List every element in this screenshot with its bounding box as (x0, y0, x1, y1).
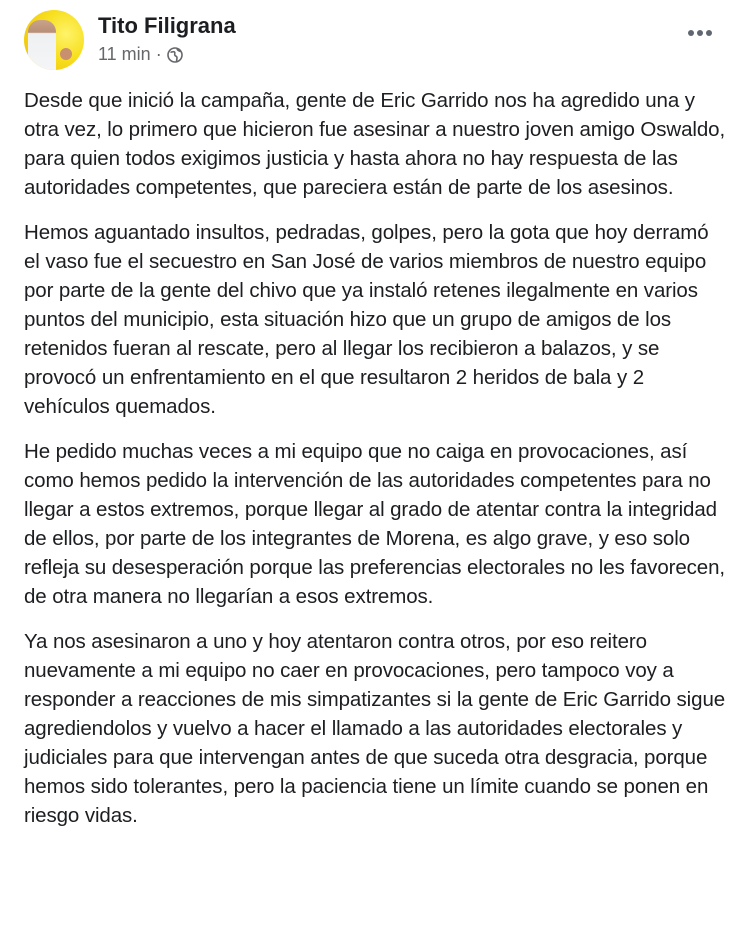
post-paragraph: Desde que inició la campaña, gente de Eric Garrido nos ha agredido una y otra vez, lo primero que hicieron fue asesinar a nuestro joven amigo Oswaldo, para quien todos exigimos justicia y hasta ahora no hay respuesta de las autoridades competentes, que pareciera están de parte de los asesinos. (24, 89, 726, 199)
post-header (24, 10, 236, 70)
globe-icon[interactable] (167, 46, 183, 62)
post-paragraph: He pedido muchas veces a mi equipo que no caiga en provocaciones, así como hemos pedido la intervención de las autoridades competentes para no llegar a estos extremos, porque llegar al grado de atentar contra la integridad de ellos, por parte de los integrantes de Morena, es algo grave, y eso solo refleja su desesperación porque las preferencias electorales no les favorecen, de otra manera no llegarían a esos extremos. (24, 440, 726, 608)
avatar-person-image (28, 20, 56, 70)
post-body (24, 86, 729, 846)
post-meta (98, 15, 236, 65)
post-paragraph: Ya nos asesinaron a uno y hoy atentaron contra otros, por eso reitero nuevamente a mi equipo no caer en provocaciones, pero tampoco voy a responder a reacciones de mis simpatizantes si la gente de Eric Garrido sigue agrediendolos y vuelvo a hacer el llamado a las autoridades electorales y judiciales para que intervengan antes de que suceda otra desgracia, porque hemos sido tolerantes, pero la paciencia tiene un límite cuando se ponen en riesgo vidas. (24, 630, 726, 827)
more-options-button[interactable] (688, 30, 712, 36)
more-options-icon-dot (697, 30, 703, 36)
more-options-icon (688, 30, 694, 36)
more-options-icon-dot (706, 30, 712, 36)
post-timestamp[interactable]: 11 min (98, 44, 151, 64)
avatar[interactable] (24, 10, 84, 70)
post-paragraph: Hemos aguantado insultos, pedradas, golpes, pero la gota que hoy derramó el vaso fue el secuestro en San José de varios miembros de nuestro equipo por parte de la gente del chivo que ya instaló retenes ilegalmente en varios puntos del municipio, esta situación hizo que un grupo de amigos de los retenidos fueran al rescate, pero al llegar los recibieron a balazos, y se provocó un enfrentamiento en el que resultaron 2 heridos de bala y 2 vehículos quemados. (24, 221, 709, 418)
post-subline (98, 43, 236, 65)
avatar-hand-image (60, 48, 72, 60)
separator-dot: · (155, 44, 162, 64)
author-name[interactable]: Tito Filigrana (98, 13, 236, 38)
